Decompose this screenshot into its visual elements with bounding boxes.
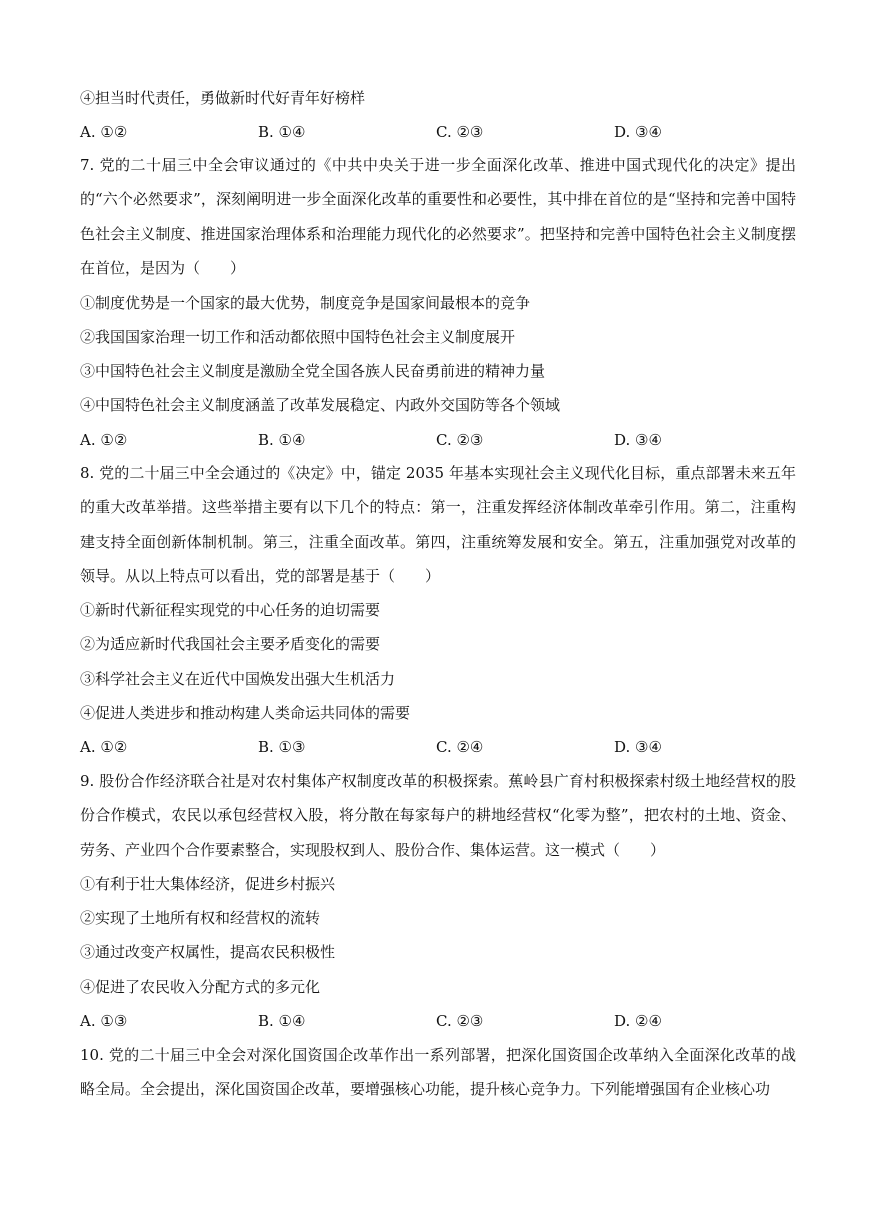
q7-option-d: D. ③④	[614, 431, 662, 449]
q9-option-d: D. ②④	[614, 1012, 662, 1030]
q6-option-d: D. ③④	[614, 123, 662, 141]
q7-options	[80, 430, 796, 450]
q7-item-2: ②我国国家治理一切工作和活动都依照中国特色社会主义制度展开	[80, 328, 516, 346]
q6-options	[80, 122, 796, 142]
q7-option-a: A. ①②	[80, 431, 128, 449]
q8-item-3: ③科学社会主义在近代中国焕发出强大生机活力	[80, 670, 396, 688]
q8-option-c: C. ②④	[436, 738, 484, 756]
q7-option-c: C. ②③	[436, 431, 484, 449]
q9-option-c: C. ②③	[436, 1012, 484, 1030]
q9-options	[80, 1011, 796, 1031]
q9-item-4: ④促进了农民收入分配方式的多元化	[80, 978, 321, 996]
q8-option-d: D. ③④	[614, 738, 662, 756]
q7-item-1: ①制度优势是一个国家的最大优势，制度竞争是国家间最根本的竞争	[80, 294, 531, 312]
q9-item-2: ②实现了土地所有权和经营权的流转	[80, 909, 321, 927]
q8-option-b: B. ①③	[258, 738, 306, 756]
q6-option-c: C. ②③	[436, 123, 484, 141]
q6-option-b: B. ①④	[258, 123, 306, 141]
q9-option-a: A. ①③	[80, 1012, 128, 1030]
q8-stem: 8. 党的二十届三中全会通过的《决定》中，锚定 2035 年基本实现社会主义现代化目标，重点部署未来五年的重大改革举措。这些举措主要有以下几个的特点：第一，注重发挥经济体制改革牵引作用。第二，注重构建支持全面创新体制机制。第三，注重全面改革。第四，注重统筹发展和安全。第五，注重加强党对改革的领导。从以上特点可以看出，党的部署是基于（ ）	[80, 464, 796, 585]
q6-option-a: A. ①②	[80, 123, 128, 141]
q7-option-b: B. ①④	[258, 431, 306, 449]
q9-stem: 9. 股份合作经济联合社是对农村集体产权制度改革的积极探索。蕉岭县广育村积极探索村级土地经营权的股份合作模式，农民以承包经营权入股，将分散在每家每户的耕地经营权“化零为整”，把农村的土地、资金、劳务、产业四个合作要素整合，实现股权到人、股份合作、集体运营。这一模式（ ）	[80, 772, 796, 859]
q7-item-3: ③中国特色社会主义制度是激励全党全国各族人民奋勇前进的精神力量	[80, 362, 546, 380]
q9-item-1: ①有利于壮大集体经济，促进乡村振兴	[80, 875, 336, 893]
q9-option-b: B. ①④	[258, 1012, 306, 1030]
q6-item-4: ④担当时代责任，勇做新时代好青年好榜样	[80, 89, 366, 107]
q10-stem: 10. 党的二十届三中全会对深化国资国企改革作出一系列部署，把深化国资国企改革纳入全面深化改革的战略全局。全会提出，深化国资国企改革，要增强核心功能，提升核心竞争力。下列能增强国有企业核心功	[80, 1046, 796, 1099]
q8-item-2: ②为适应新时代我国社会主要矛盾变化的需要	[80, 635, 381, 653]
q7-item-4: ④中国特色社会主义制度涵盖了改革发展稳定、内政外交国防等各个领域	[80, 396, 561, 414]
q7-stem: 7. 党的二十届三中全会审议通过的《中共中央关于进一步全面深化改革、推进中国式现代化的决定》提出的“六个必然要求”，深刻阐明进一步全面深化改革的重要性和必要性，其中排在首位的是“坚持和完善中国特色社会主义制度、推进国家治理体系和治理能力现代化的必然要求”。把坚持和完善中国特色社会主义制度摆在首位，是因为（ ）	[80, 156, 796, 277]
q8-item-4: ④促进人类进步和推动构建人类命运共同体的需要	[80, 704, 411, 722]
q9-item-3: ③通过改变产权属性，提高农民积极性	[80, 943, 336, 961]
q8-options	[80, 737, 796, 757]
q8-item-1: ①新时代新征程实现党的中心任务的迫切需要	[80, 601, 381, 619]
q8-option-a: A. ①②	[80, 738, 128, 756]
